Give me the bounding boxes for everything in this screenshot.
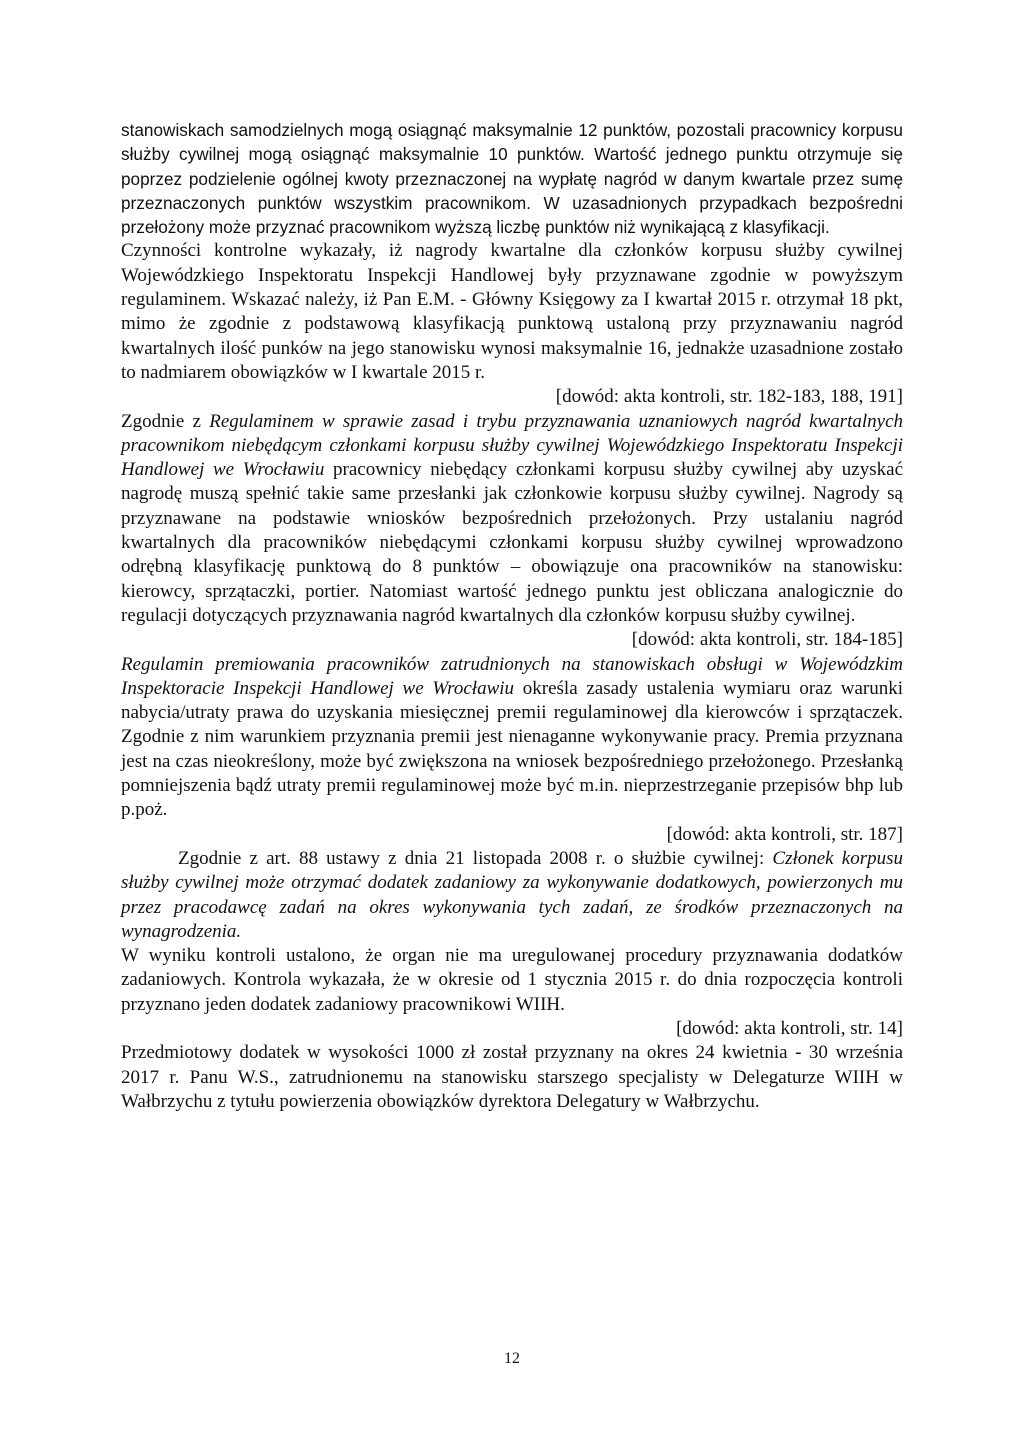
paragraph-allowance-details: Przedmiotowy dodatek w wysokości 1000 zł został przyznany na okres 24 kwietnia - 30 września 2017 r. Panu W.S., zatrudnionemu na stanowisku starszego specjalisty w Delegaturze WIIH w Wałbrzychu z tytułu powierzenia obowiązków dyrektora Delegatury w Wałbrzychu. [121,1042,903,1112]
paragraph-lead-text: Zgodnie z art. 88 ustawy z dnia 21 listopada 2008 r. o służbie cywilnej: [178,847,765,869]
paragraph-body-text: określa zasady ustalenia wymiaru oraz warunki nabycia/utraty prawa do uzyskania miesięcznej premii regulaminowej dla kierowców i sprzątaczek. Zgodnie z nim warunkiem przyznania premii jest nienaganne wykonywanie pracy. Premia przyznana jest na czas nieokreślony, może być zwiększona na wniosek bezpośredniego przełożonego. Przesłanką pomniejszenia bądź utraty premii regulaminowej może być m.in. nieprzestrzeganie przepisów bhp lub p.poż. [121,677,903,821]
page-number: 12 [504,1350,520,1367]
statute-quote: Członek korpusu służby cywilnej może otrzymać dodatek zadaniowy za wykonywanie dodatkowych, powierzonych mu przez pracodawcę zadań na okres wykonywania tych zadań, ze środków przeznaczonych na wynagrodzenia. [121,847,903,942]
paragraph-statute-quote [121,847,903,944]
paragraph-point-limits: stanowiskach samodzielnych mogą osiągnąć maksymalnie 12 punktów, pozostali pracownicy korpusu służby cywilnej mogą osiągnąć maksymalnie 10 punktów. Wartość jednego punktu otrzymuje się poprzez podzielenie ogólnej kwoty przeznaczonej na wypłatę nagród w danym kwartale przez sumę przeznaczonych punktów wszystkim pracownikom. W uzasadnionych przypadkach bezpośredni przełożony może przyznać pracownikom wyższą liczbę punktów niż wynikającą z klasyfikacji. [121,120,903,238]
evidence-reference: [dowód: akta kontroli, str. 184-185] [631,629,903,651]
paragraph-task-allowance-finding: W wyniku kontroli ustalono, że organ nie ma uregulowanej procedury przyznawania dodatków zadaniowych. Kontrola wykazała, że w okresie od 1 stycznia 2015 r. do dnia rozpoczęcia kontroli przyznano jeden dodatek zadaniowy pracownikowi WIIH. [121,945,903,1015]
evidence-reference: [dowód: akta kontroli, str. 187] [666,823,903,845]
regulation-title: Regulamin premiowania pracowników zatrudnionych na stanowiskach obsługi w Wojewódzkim Inspektoracie Inspekcji Handlowej we Wrocławiu [121,653,903,699]
document-page [121,118,903,1114]
paragraph-bonus-regulation [121,653,903,823]
evidence-reference: [dowód: akta kontroli, str. 182-183, 188, 191] [555,386,903,408]
paragraph-lead-text: Zgodnie z [121,410,201,432]
regulation-title: Regulaminem w sprawie zasad i trybu przyznawania uznaniowych nagród kwartalnych pracownikom niebędącym członkami korpusu służby cywilnej Wojewódzkiego Inspektoratu Inspekcji Handlowej we Wrocławiu [121,410,903,481]
evidence-reference: [dowód: akta kontroli, str. 14] [676,1017,903,1039]
paragraph-body-text: pracownicy niebędący członkami korpusu służby cywilnej aby uzyskać nagrodę muszą spełnić takie same przesłanki jak członkowie korpusu służby cywilnej. Nagrody są przyznawane na podstawie wniosków bezpośrednich przełożonych. Przy ustalaniu nagród kwartalnych dla pracowników niebędącymi członkami korpusu służby cywilnej wprowadzono odrębną klasyfikację punktową do 8 punktów – obowiązuje ona pracowników na stanowisku: kierowcy, sprzątaczki, portier. Natomiast wartość jednego punktu jest obliczana analogicznie do regulacji dotyczących przyznawania nagród kwartalnych dla członków korpusu służby cywilnej. [121,459,904,626]
paragraph-non-civil-service-awards [121,410,903,629]
paragraph-control-findings: Czynności kontrolne wykazały, iż nagrody kwartalne dla członków korpusu służby cywilnej Wojewódzkiego Inspektoratu Inspekcji Handlowej były przyznawane zgodnie w powyższym regulaminem. Wskazać należy, iż Pan E.M. - Główny Księgowy za I kwartał 2015 r. otrzymał 18 pkt, mimo że zgodnie z podstawową klasyfikacją punktową ustaloną przy przyznawaniu nagród kwartalnych ilość punków na jego stanowisku wynosi maksymalnie 16, jednakże uzasadnione zostało to nadmiarem obowiązków w I kwartale 2015 r. [121,240,903,383]
